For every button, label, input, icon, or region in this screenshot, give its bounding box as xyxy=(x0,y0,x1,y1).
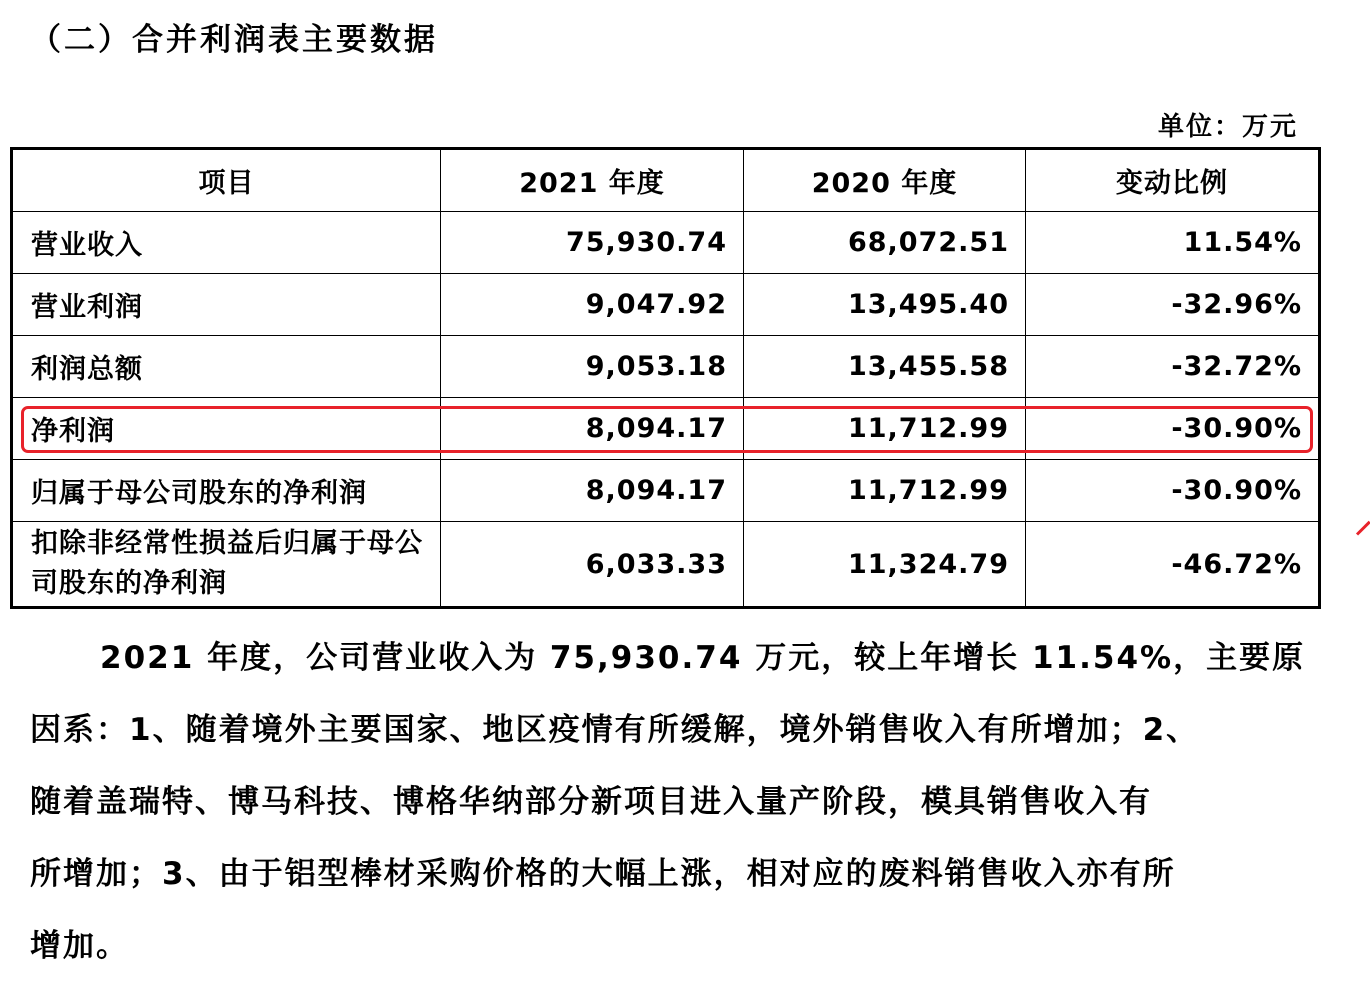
row-item: 营业利润 xyxy=(12,274,441,336)
row-item: 归属于母公司股东的净利润 xyxy=(12,460,441,522)
paragraph-line: 因系：1、随着境外主要国家、地区疫情有所缓解，境外销售收入有所增加；2、 xyxy=(30,712,1200,748)
row-2021-value: 9,053.18 xyxy=(441,336,744,398)
row-2020-value: 13,495.40 xyxy=(744,274,1026,336)
table-row xyxy=(12,460,1320,522)
paragraph-line: 随着盖瑞特、博马科技、博格华纳部分新项目进入量产阶段，模具销售收入有 xyxy=(30,784,1152,820)
header-2021: 2021 年度 xyxy=(441,149,744,212)
header-change: 变动比例 xyxy=(1026,149,1320,212)
unit-label: 单位：万元 xyxy=(1157,112,1298,142)
row-2021-value: 8,094.17 xyxy=(441,398,744,460)
row-2020-value: 68,072.51 xyxy=(744,212,1026,274)
income-statement-table xyxy=(10,147,1321,609)
row-2021-value: 6,033.33 xyxy=(441,522,744,608)
row-2021-value: 8,094.17 xyxy=(441,460,744,522)
row-2020-value: 11,324.79 xyxy=(744,522,1026,608)
row-2021-value: 9,047.92 xyxy=(441,274,744,336)
row-item: 营业收入 xyxy=(12,212,441,274)
row-change-value: -32.72% xyxy=(1026,336,1320,398)
paragraph-line: 2021 年度，公司营业收入为 75,930.74 万元，较上年增长 11.54%，主要原 xyxy=(100,640,1306,676)
header-item: 项目 xyxy=(12,149,441,212)
row-change-value: -32.96% xyxy=(1026,274,1320,336)
table-row xyxy=(12,522,1320,608)
table-row xyxy=(12,212,1320,274)
row-item: 扣除非经常性损益后归属于母公司股东的净利润 xyxy=(12,522,441,608)
analysis-paragraph xyxy=(30,622,1306,982)
row-change-value: -30.90% xyxy=(1026,398,1320,460)
row-change-value: 11.54% xyxy=(1026,212,1320,274)
row-2020-value: 13,455.58 xyxy=(744,336,1026,398)
table-row xyxy=(12,336,1320,398)
paragraph-line: 增加。 xyxy=(30,928,129,964)
row-change-value: -30.90% xyxy=(1026,460,1320,522)
section-heading: （二）合并利润表主要数据 xyxy=(30,22,438,58)
row-2021-value: 75,930.74 xyxy=(441,212,744,274)
row-item: 净利润 xyxy=(12,398,441,460)
row-2020-value: 11,712.99 xyxy=(744,460,1026,522)
table-row-highlighted xyxy=(12,398,1320,460)
row-item: 利润总额 xyxy=(12,336,441,398)
header-2020: 2020 年度 xyxy=(744,149,1026,212)
annotation-mark xyxy=(1356,521,1370,536)
paragraph-line: 所增加；3、由于铝型棒材采购价格的大幅上涨，相对应的废料销售收入亦有所 xyxy=(30,856,1176,892)
row-2020-value: 11,712.99 xyxy=(744,398,1026,460)
table-header-row xyxy=(12,149,1320,212)
table-row xyxy=(12,274,1320,336)
row-change-value: -46.72% xyxy=(1026,522,1320,608)
